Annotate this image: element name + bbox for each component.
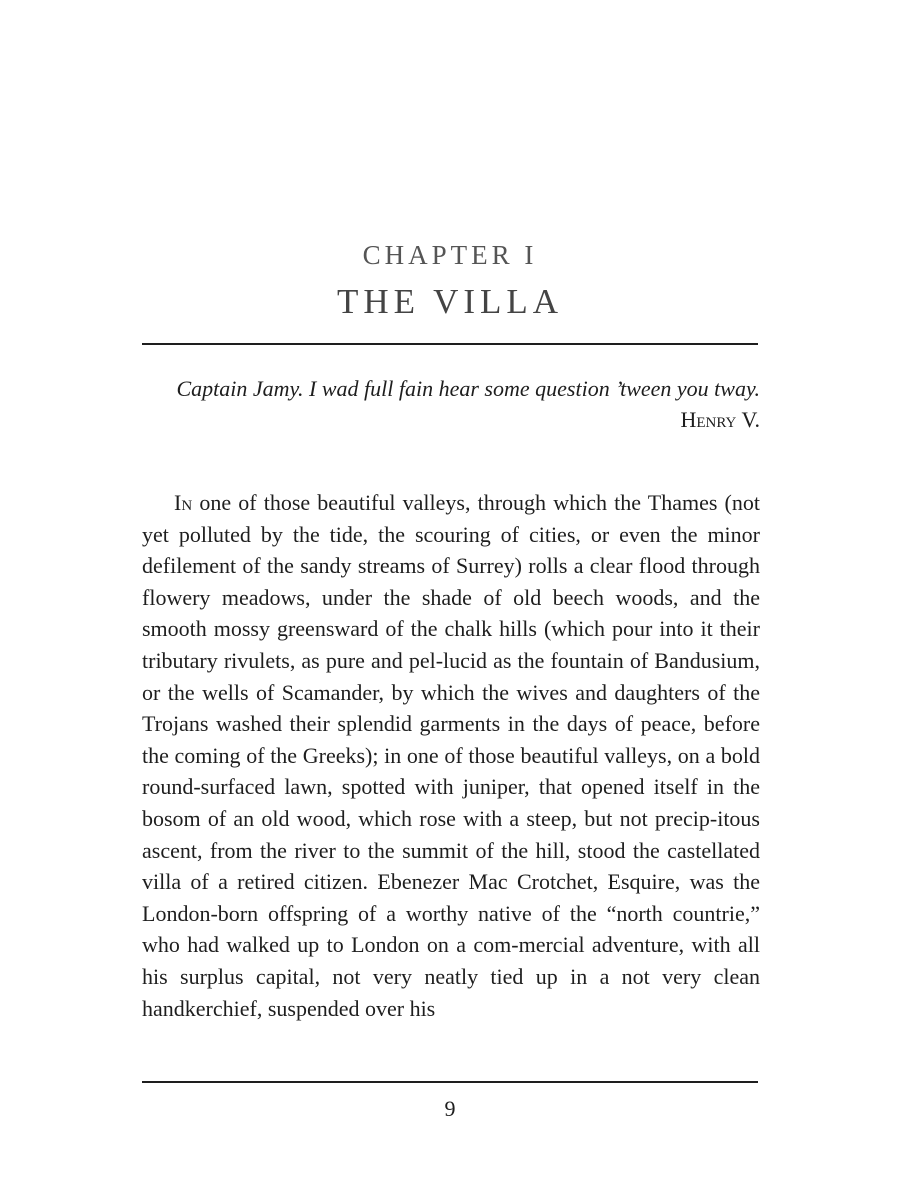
page-number: 9: [444, 1096, 456, 1121]
epigraph-source: Henry V.: [680, 407, 760, 432]
epigraph-quote: Captain Jamy. I wad full fain hear some question ’tween you tway.: [176, 376, 760, 401]
epigraph: [142, 373, 760, 435]
top-divider: [142, 343, 758, 345]
bottom-divider: [142, 1081, 758, 1083]
paragraph-text: one of those beautiful valleys, through which the Thames (not yet polluted by the tide, the scouring of cities, or even the minor defilement of the sandy streams of Surrey) rolls a clear flood through flowery meadows, under the shade of old beech woods, and the smooth mossy greensward of the chalk hills (which pour into it their tributary rivulets, as pure and pel-lucid as the fountain of Bandusium, or the wells of Scamander, by which the wives and daughters of the Trojans washed their splendid garments in the days of peace, before the coming of the Greeks); in one of those beautiful valleys, on a bold round-surfaced lawn, spotted with juniper, that opened itself in the bosom of an old wood, which rose with a steep, but not precip-itous ascent, from the river to the summit of the hill, stood the castellated villa of a retired citizen. Ebenezer Mac Crotchet, Esquire, was the London-born offspring of a worthy native of the “north countrie,” who had walked up to London on a com-mercial adventure, with all his surplus capital, not very neatly tied up in a not very clean handkerchief, suspended over his: [142, 490, 760, 1021]
body-paragraph: [142, 487, 760, 1024]
chapter-title: THE VILLA: [336, 282, 564, 321]
paragraph-lead-word: In: [174, 490, 193, 515]
chapter-number: CHAPTER I: [362, 240, 538, 270]
